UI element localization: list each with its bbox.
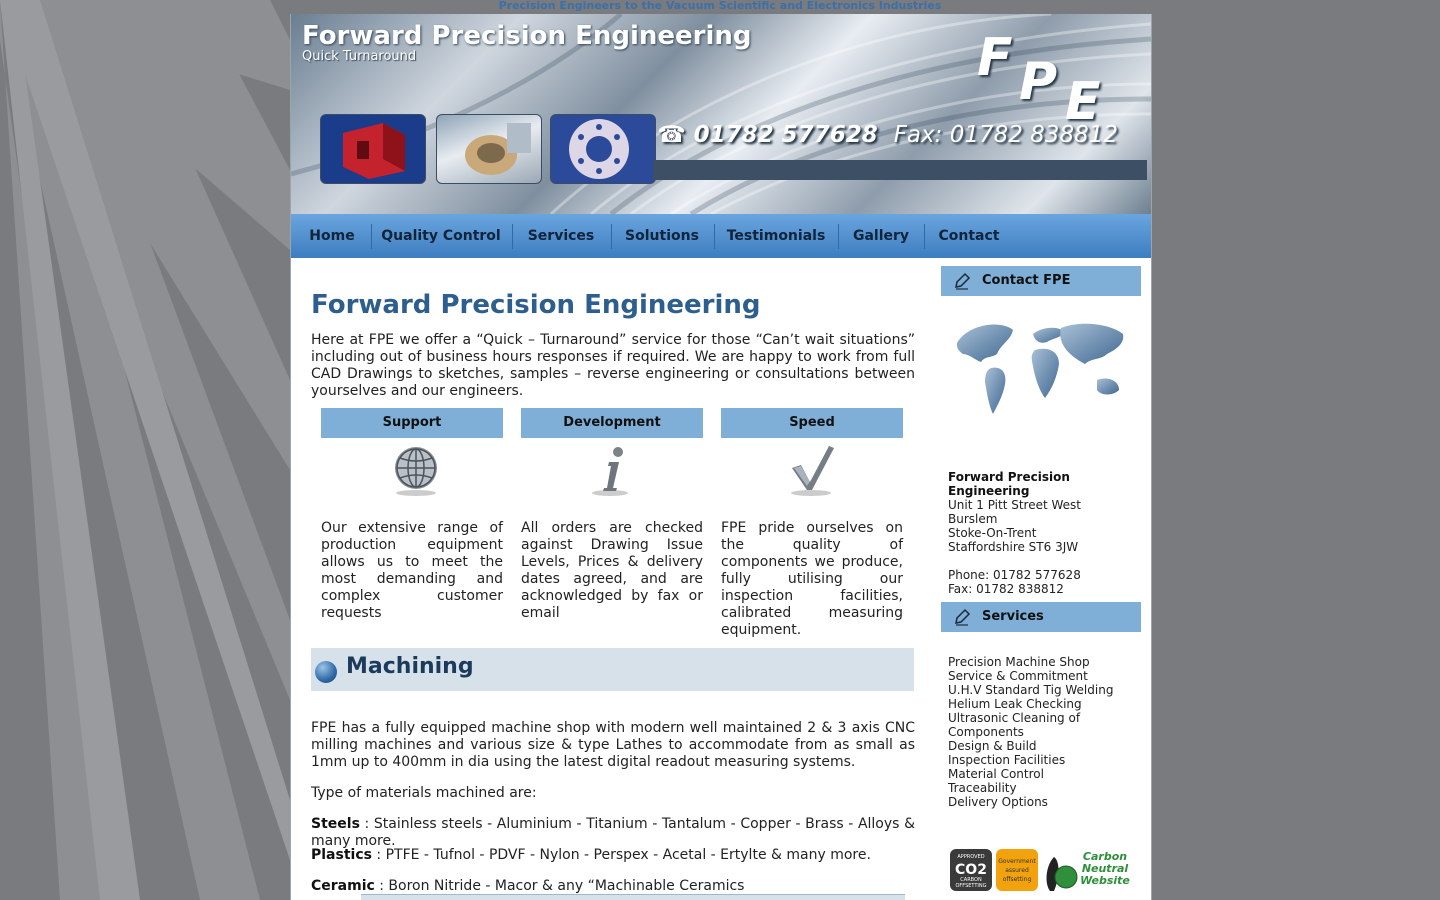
machining-heading: Machining [346,654,474,679]
feature-description: FPE pride ourselves on the quality of components we produce, fully utilising our inspection facilities, calibrated measuring equipment. [721,520,903,638]
header-phone: ☎ 01782 577628 Fax: 01782 838812 [657,122,1118,148]
svg-text:Government: Government [998,858,1036,865]
main-nav [291,214,1151,258]
page-container [290,14,1152,900]
contact-phone: Phone: 01782 577628 [948,568,1081,582]
disc-component-photo [550,114,656,184]
header-dark-bar [653,160,1147,180]
nav-divider [924,224,925,249]
carbon-badges [950,847,1141,897]
carbon-badges-graphic [950,847,1140,897]
feature-support [321,408,503,622]
phone-icon: ☎ [657,122,694,148]
service-link[interactable]: Ultrasonic Cleaning of Components [948,711,1081,739]
feature-description: Our extensive range of production equipment allows us to meet the most demanding and complex customer requests [321,520,503,621]
service-link[interactable]: Precision Machine Shop [948,655,1090,669]
service-link[interactable]: Design & Build [948,739,1037,753]
feature-description: All orders are checked against Drawing Issue Levels, Prices & delivery dates agreed, and are acknowledged by fax or email [521,520,703,621]
nav-quality-control[interactable]: Quality Control [381,228,501,244]
page-heading: Forward Precision Engineering [311,290,761,320]
nav-home[interactable]: Home [309,228,355,244]
materials-ceramic: Ceramic : Boron Nitride - Macor & any “Machinable Ceramics [311,878,745,894]
nav-divider [611,224,612,249]
next-section-strip [361,894,905,900]
service-link[interactable]: Helium Leak Checking [948,697,1082,711]
feature-title: Development [521,408,703,438]
feature-development [521,408,703,622]
service-link[interactable]: Material Control [948,767,1044,781]
nav-contact[interactable]: Contact [938,228,1000,244]
site-tagline: Precision Engineers to the Vacuum Scientific and Electronics Industries [498,0,942,12]
world-map-image [941,296,1141,432]
svg-text:Website: Website [1080,874,1130,887]
info-icon [521,438,703,498]
red-component-photo [320,114,426,184]
materials-steels: Steels : Stainless steels - Aluminium - Titanium - Tantalum - Copper - Brass - Alloys & many more. [311,816,915,849]
sidebar [941,266,1141,897]
svg-text:CARBON: CARBON [960,877,982,883]
nav-solutions[interactable]: Solutions [625,228,699,244]
checkmark-icon [721,438,903,498]
machining-section-header [311,648,914,691]
svg-text:Neutral: Neutral [1081,862,1129,875]
nav-divider [371,224,372,249]
contact-address: Forward Precision Engineering Unit 1 Pitt Street West Burslem Stoke-On-Trent Staffordshire ST6 3JW Phone: 01782 577628 Fax: 01782 838812 [948,470,1141,596]
machining-description: FPE has a fully equipped machine shop with modern well maintained 2 & 3 axis CNC milling machines and various size & type Lathes to accommodate from as small as 1mm up to 400mm in dia using the latest digital readout measuring systems. [311,720,915,770]
bullet-ball-icon [315,661,337,683]
nav-divider [838,224,839,249]
service-link[interactable]: U.H.V Standard Tig Welding [948,683,1114,697]
intro-paragraph: Here at FPE we offer a “Quick – Turnaround” service for those “Can’t wait situations” including out of business hours responses if required. We are happy to work from full CAD Drawings to sketches, samples – reverse engineering or consultations between yourselves and our engineers. [311,332,915,399]
service-link[interactable]: Delivery Options [948,795,1048,809]
globe-icon [321,438,503,498]
svg-text:offsetting: offsetting [1002,876,1032,883]
service-link[interactable]: Service & Commitment [948,669,1088,683]
svg-text:Carbon: Carbon [1082,850,1128,863]
header-banner [291,14,1151,214]
site-subtitle: Quick Turnaround [302,49,417,64]
materials-intro: Type of materials machined are: [311,785,537,801]
pencil-icon [953,272,971,290]
svg-text:CO2: CO2 [955,862,987,878]
company-name: Forward Precision Engineering [948,470,1070,498]
pencil-icon [953,608,971,626]
contact-fax: Fax: 01782 838812 [948,582,1064,596]
feature-title: Speed [721,408,903,438]
nav-services[interactable]: Services [527,228,595,244]
svg-text:assured: assured [1005,867,1029,874]
materials-plastics: Plastics : PTFE - Tufnol - PDVF - Nylon - Perspex - Acetal - Ertylte & many more. [311,847,871,863]
services-list [948,655,1118,809]
feature-title: Support [321,408,503,438]
service-link[interactable]: Inspection Facilities [948,753,1066,767]
site-title: Forward Precision Engineering [302,21,752,51]
svg-text:APPROVED: APPROVED [957,854,985,860]
feature-speed [721,408,903,639]
nav-testimonials[interactable]: Testimonials [726,228,826,244]
svg-text:OFFSETTING: OFFSETTING [955,883,987,889]
nav-gallery[interactable]: Gallery [852,228,910,244]
nav-divider [512,224,513,249]
services-box-header: Services [941,602,1141,632]
nav-divider [714,224,715,249]
service-link[interactable]: Traceability [948,781,1017,795]
fpe-logo: F P E [977,28,1101,132]
contact-box-header: Contact FPE [941,266,1141,296]
steel-flange-photo [436,114,542,184]
